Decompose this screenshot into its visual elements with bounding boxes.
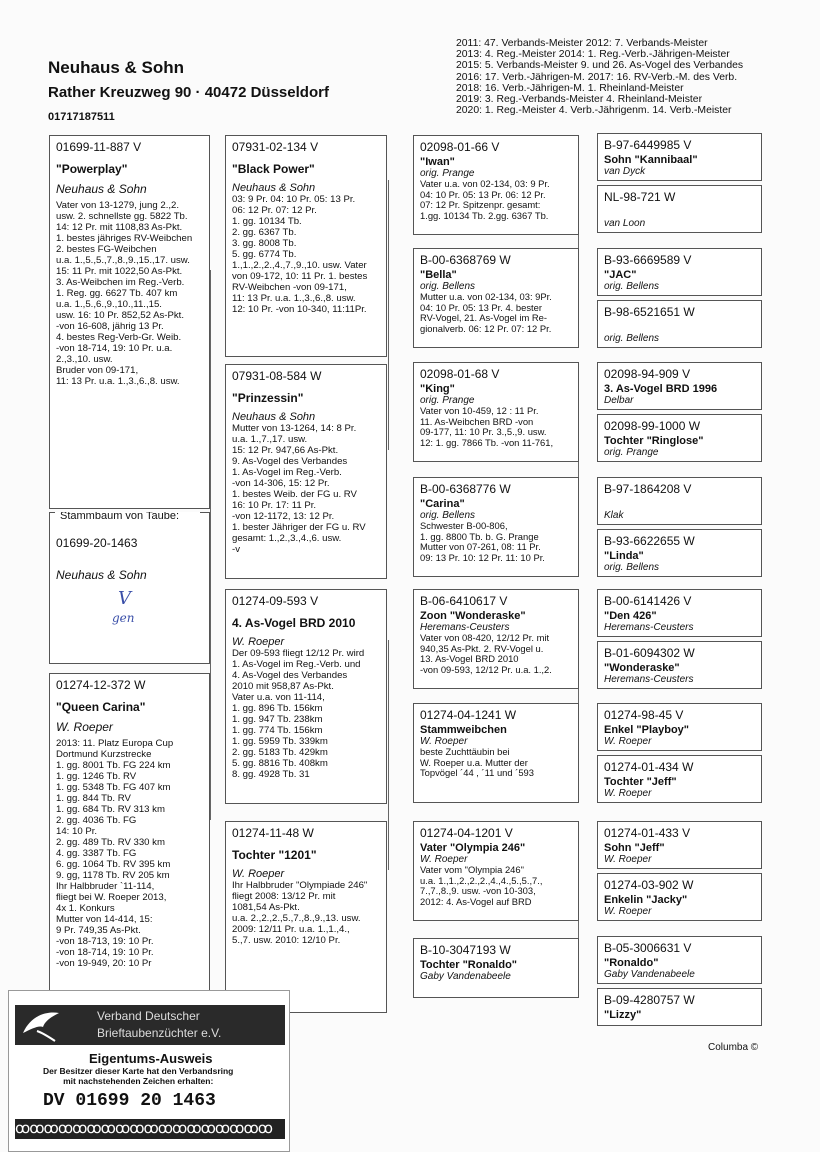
pigeon-name: Tochter "1201" <box>232 848 317 862</box>
subject-box <box>49 512 210 664</box>
card-title: Eigentums-Ausweis <box>89 1051 213 1066</box>
pigeon-name: "Den 426" <box>604 610 657 622</box>
pigeon-name: "Queen Carina" <box>56 700 146 714</box>
pigeon-name: "Carina" <box>420 498 465 510</box>
pigeon-description: Vater u.a. von 02-134, 03: 9 Pr. 04: 10 Pr. 05: 13 Pr. 06: 12 Pr. 07: 12 Pr. Spitzenpr. gesamt: 1.gg. 10134 Tb. 2.gg. 6367 Tb. <box>420 178 550 221</box>
pigeon-name: Tochter "Ringlose" <box>604 435 704 447</box>
pigeon-breeder: orig. Prange <box>420 395 475 406</box>
pigeon-description: Mutter u.a. von 02-134, 03: 9Pr. 04: 10 Pr. 05: 13 Pr. 4. bester RV-Vogel, 21. As-Vogel im Re- gionalverb. 06: 12 Pr. 07: 12 Pr. <box>420 291 552 334</box>
grandsire-box <box>225 589 387 804</box>
ring-number: 07931-08-584 W <box>232 369 322 383</box>
pigeon-description: 03: 9 Pr. 04: 10 Pr. 05: 13 Pr. 06: 12 Pr. 07: 12 Pr. 1. gg. 10134 Tb. 2. gg. 6367 Tb. 3. gg. 8008 Tb. 5. gg. 6774 Tb. 1.,1.,2.,2.,4.,7.,9.,10. usw. Vater von 09-172, 10: 11 Pr. 1. bestes RV-Weibchen -von 09-171, 11: 13 Pr. u.a. 1.,3.,6.,8. usw. 12: 10 Pr. -von 10-340, 11:11Pr. <box>232 194 368 315</box>
pigeon-breeder: Neuhaus & Sohn <box>232 182 316 194</box>
pigeon-breeder: van Loon <box>604 218 646 229</box>
breeder-name: Neuhaus & Sohn <box>48 58 185 77</box>
ring-number: 01274-03-902 W <box>604 878 694 892</box>
pedigree-label: Stammbaum von Taube: <box>60 512 180 522</box>
ring-number: B-98-6521651 W <box>604 305 695 319</box>
gen3-box <box>413 477 579 577</box>
card-org-line2: Brieftaubenzüchter e.V. <box>97 1026 222 1040</box>
pigeon-name: "Powerplay" <box>56 162 128 176</box>
ring-number: 07931-02-134 V <box>232 140 319 154</box>
ring-number: B-00-6141426 V <box>604 594 692 608</box>
pigeon-name: "Black Power" <box>232 162 315 176</box>
pigeon-breeder: W. Roeper <box>604 906 652 917</box>
gen4-box <box>597 641 762 689</box>
pigeon-breeder: W. Roeper <box>56 720 113 734</box>
pigeon-name: Tochter "Ronaldo" <box>420 959 518 971</box>
pigeon-breeder: W. Roeper <box>420 854 468 865</box>
handwritten-note: gen <box>112 611 135 625</box>
connector-line <box>210 270 211 820</box>
gen4-box <box>597 873 762 921</box>
ring-number: 01274-98-45 V <box>604 708 684 722</box>
pigeon-breeder: orig. Bellens <box>604 281 660 292</box>
gen4-box <box>597 185 762 233</box>
connector-line <box>388 640 389 870</box>
ring-number: 01274-01-434 W <box>604 760 694 774</box>
ring-number: 01274-12-372 W <box>56 678 146 692</box>
ring-number: B-97-6449985 V <box>604 138 692 152</box>
ring-number: NL-98-721 W <box>604 190 676 204</box>
pigeon-name: "Ronaldo" <box>604 957 659 969</box>
gen4-box <box>597 133 762 181</box>
grandsire-box <box>225 135 387 357</box>
handwritten-note: V <box>118 588 131 609</box>
pigeon-description: Mutter von 13-1264, 14: 8 Pr. u.a. 1.,7.,17. usw. 15: 12 Pr. 947,66 As-Pkt. 9. As-Vogel des Verbandes 1. As-Vogel im Reg.-Verb. -von 14-306, 15: 12 Pr. 1. bestes Weib. der FG u. RV 16: 10 Pr. 17: 11 Pr. -von 12-1172, 13: 12 Pr. 1. bester Jähriger der FG u. RV gesamt: 1.,2.,3.,4.,6. usw. -v <box>232 423 366 555</box>
ring-number: B-01-6094302 W <box>604 646 695 660</box>
granddam-box <box>225 821 387 1013</box>
pigeon-name: "King" <box>420 383 455 395</box>
gen4-box <box>597 362 762 410</box>
pigeon-name: Enkelin "Jacky" <box>604 894 688 906</box>
dam-box <box>49 673 210 1013</box>
pigeon-name: 4. As-Vogel BRD 2010 <box>232 616 356 630</box>
ring-number: 02098-01-66 V <box>420 140 500 154</box>
pigeon-description: Vater von 10-459, 12 : 11 Pr. 11. As-Weibchen BRD -von 09-177, 11: 10 Pr. 3.,5.,9. usw. 12: 1. gg. 7866 Tb. -von 11-761, <box>420 405 554 448</box>
pigeon-name: Tochter "Jeff" <box>604 776 677 788</box>
gen3-box <box>413 703 579 803</box>
pigeon-breeder: Heremans-Ceusters <box>420 622 510 633</box>
card-org-line1: Verband Deutscher <box>97 1009 200 1023</box>
pigeon-name: Stammweibchen <box>420 724 507 736</box>
pigeon-name: "Wonderaske" <box>604 662 680 674</box>
ring-number: 02098-94-909 V <box>604 367 691 381</box>
pigeon-breeder: W. Roeper <box>604 788 652 799</box>
pigeon-name: "Linda" <box>604 550 644 562</box>
pigeon-name: Enkel "Playboy" <box>604 724 690 736</box>
ring-number: B-00-6368769 W <box>420 253 511 267</box>
gen4-box <box>597 477 762 525</box>
gen3-box <box>413 821 579 921</box>
pigeon-name: "Iwan" <box>420 156 455 168</box>
ring-number: B-93-6622655 W <box>604 534 695 548</box>
ring-number: B-05-3006631 V <box>604 941 692 955</box>
sire-box <box>49 135 210 509</box>
pigeon-description: beste Zuchttäubin bei W. Roeper u.a. Mutter der Topvögel ´44 , ´11 und ´593 <box>420 746 534 779</box>
pigeon-description: Schwester B-00-806, 1. gg. 8800 Tb. b. G. Prange Mutter von 07-261, 08: 11 Pr. 09: 13 Pr. 10: 12 Pr. 11: 10 Pr. <box>420 520 545 563</box>
pigeon-name: 3. As-Vogel BRD 1996 <box>604 383 718 395</box>
gen4-box <box>597 300 762 348</box>
card-ring-number: DV 01699 20 1463 <box>43 1091 216 1111</box>
gen4-box <box>597 821 762 869</box>
pigeon-description: 2013: 11. Platz Europa Cup Dortmund Kurzstrecke 1. gg. 8001 Tb. FG 224 km 1. gg. 1246 Tb. RV 1. gg. 5348 Tb. FG 407 km 1. gg. 844 Tb. RV 1. gg. 684 Tb. RV 313 km 2. gg. 4036 Tb. FG 14: 10 Pr. 2. gg. 489 Tb. RV 330 km 4. gg. 3387 Tb. FG 6. gg. 1064 Tb. RV 395 km 9. gg, 1178 Tb. RV 205 km Ihr Halbbruder `11-114, fliegt bei W. Roeper 2013, 4x 1. Konkurs Mutter von 14-414, 15: 9 Pr. 749,35 As-Pkt. -von 18-713, 19: 10 Pr. -von 18-714, 19: 10 Pr. -von 19-949, 20: 10 Pr <box>56 738 174 969</box>
pigeon-description: Vater vom "Olympia 246" u.a. 1.,1.,2.,2.,2.,4.,4.,5.,5.,7., 7.,7.,8.,9. usw. -von 10-303, 2012: 4. As-Vogel auf BRD <box>420 864 543 907</box>
dove-logo-icon <box>17 1005 63 1045</box>
pigeon-breeder: orig. Bellens <box>420 510 476 521</box>
pigeon-name <box>604 498 755 510</box>
pigeon-breeder: orig. Prange <box>420 168 475 179</box>
pigeon-name: Vater "Olympia 246" <box>420 842 526 854</box>
pigeon-description: Vater von 08-420, 12/12 Pr. mit 940,35 As-Pkt. 2. RV-Vogel u. 13. As-Vogel BRD 2010 -von 09-593, 12/12 Pr. u.a. 1.,2. <box>420 632 552 675</box>
pigeon-name: Sohn "Kannibaal" <box>604 154 698 166</box>
pigeon-breeder: orig. Bellens <box>604 333 660 344</box>
pigeon-description: Ihr Halbbruder "Olympiade 246" fliegt 2008: 13/12 Pr. mit 1081,54 As-Pkt. u.a. 2.,2.,2.,5.,7.,8.,9.,13. usw. 2009: 12/11 Pr. u.a. 1.,1.,4., 5.,7. usw. 2010: 12/10 Pr. <box>232 880 368 946</box>
connector-line <box>388 180 389 450</box>
ring-number: 01699-11-887 V <box>56 140 142 154</box>
pigeon-breeder: Gaby Vandenabeele <box>604 969 695 980</box>
subject-breeder: Neuhaus & Sohn <box>56 568 147 582</box>
pigeon-name: Zoon "Wonderaske" <box>420 610 526 622</box>
card-pattern-strip: ꝏꝏꝏꝏꝏꝏꝏꝏꝏꝏꝏꝏꝏꝏꝏꝏꝏꝏ <box>15 1119 285 1139</box>
copyright-credit: Columba © <box>708 1042 759 1053</box>
pigeon-breeder: W. Roeper <box>232 636 285 648</box>
pigeon-breeder: W. Roeper <box>420 736 468 747</box>
card-text: Der Besitzer dieser Karte hat den Verbandsring mit nachstehenden Zeichen erhalten: <box>43 1066 234 1086</box>
pigeon-breeder: Delbar <box>604 395 634 406</box>
pigeon-breeder: W. Roeper <box>604 736 652 747</box>
pigeon-breeder: Heremans-Ceusters <box>604 674 694 685</box>
gen3-box <box>413 938 579 998</box>
gen4-box <box>597 703 762 751</box>
ring-number: B-97-1864208 V <box>604 482 692 496</box>
pigeon-name: "Prinzessin" <box>232 391 304 405</box>
gen3-box <box>413 135 579 235</box>
pigeon-name: "JAC" <box>604 269 637 281</box>
gen3-box <box>413 248 579 348</box>
gen3-box <box>413 589 579 689</box>
pigeon-breeder: orig. Bellens <box>604 562 660 573</box>
ring-number: 01274-01-433 V <box>604 826 691 840</box>
pigeon-breeder: W. Roeper <box>232 868 285 880</box>
gen4-box <box>597 755 762 803</box>
achievements-list: 2011: 47. Verbands-Meister 2012: 7. Verbands-Meister 2013: 4. Reg.-Meister 2014: 1. Reg.-Verb.-Jährigen-Meister 2015: 5. Verbands-Meister 9. und 26. As-Vogel des Verbandes 2016: 17. Verb.-Jährigen-M. 2017: 16. RV-Verb.-M. des Verb. 2018: 16. Verb.-Jährigen-M. 1. Rheinland-Meister 2019: 3. Reg.-Verbands-Meister 4. Rheinland-Meister 2020: 1. Reg.-Meister 4. Verb.-Jährigenm. 14. Verb.-Meister <box>456 38 744 117</box>
pigeon-breeder: Neuhaus & Sohn <box>56 182 147 196</box>
gen3-box <box>413 362 579 462</box>
pigeon-description: Der 09-593 fliegt 12/12 Pr. wird 1. As-Vogel im Reg.-Verb. und 4. As-Vogel des Verbandes 2010 mit 958,87 As-Pkt. Vater u.a. von 11-114, 1. gg. 896 Tb. 156km 1. gg. 947 Tb. 238km 1. gg. 774 Tb. 156km 1. gg. 5959 Tb. 339km 2. gg. 5183 Tb. 429km 5. gg. 8816 Tb. 408km 8. gg. 4928 Tb. 31 <box>232 648 365 780</box>
ring-number: 02098-99-1000 W <box>604 419 701 433</box>
pigeon-breeder: W. Roeper <box>604 854 652 865</box>
gen4-box <box>597 988 762 1026</box>
pigeon-description: Vater von 13-1279, jung 2.,2. usw. 2. schnellste gg. 5822 Tb. 14: 12 Pr. mit 1108,83 As-Pkt. 1. bestes jähriges RV-Weibchen 2. bestes FG-Weibchen u.a. 1.,5.,5.,7.,8.,9.,15.,17. usw. 15: 11 Pr. mit 1022,50 As-Pkt. 3. As-Weibchen im Reg.-Verb. 1. Reg. gg. 6627 Tb. 407 km u.a. 1.,5.,6.,9.,10.,11.,15. usw. 16: 10 Pr. 852,52 As-Pkt. -von 16-608, jährig 13 Pr. 4. bestes Reg-Verb-Gr. Weib. -von 18-714, 19: 10 Pr. u.a. 2.,3.,10. usw. Bruder von 09-171, 11: 13 Pr. u.a. 1.,3.,6.,8. usw. <box>56 200 193 387</box>
ring-number: B-06-6410617 V <box>420 594 508 608</box>
pigeon-breeder: Heremans-Ceusters <box>604 622 694 633</box>
pigeon-breeder: orig. Prange <box>604 447 659 458</box>
pigeon-breeder: van Dyck <box>604 166 646 177</box>
gen4-box <box>597 529 762 577</box>
card-banner <box>15 1005 285 1045</box>
pigeon-breeder: orig. Bellens <box>420 281 476 292</box>
ownership-card <box>8 990 290 1152</box>
gen4-box <box>597 936 762 984</box>
ring-number: 01274-04-1201 V <box>420 826 513 840</box>
subject-ring: 01699-20-1463 <box>56 536 138 550</box>
pigeon-name: "Bella" <box>420 269 457 281</box>
pigeon-breeder: Neuhaus & Sohn <box>232 411 316 423</box>
gen4-box <box>597 414 762 462</box>
breeder-address: Rather Kreuzweg 90 · 40472 Düsseldorf <box>48 84 329 101</box>
ring-number: 01274-09-593 V <box>232 594 319 608</box>
granddam-box <box>225 364 387 579</box>
ring-number: 01274-04-1241 W <box>420 708 517 722</box>
breeder-phone: 01717187511 <box>48 111 115 123</box>
pigeon-breeder: Gaby Vandenabeele <box>420 971 511 982</box>
ring-number: B-93-6669589 V <box>604 253 692 267</box>
pigeon-name: "Lizzy" <box>604 1009 642 1021</box>
ring-number: 02098-01-68 V <box>420 367 500 381</box>
gen4-box <box>597 589 762 637</box>
pigeon-breeder: Klak <box>604 510 624 521</box>
ring-number: B-10-3047193 W <box>420 943 511 957</box>
ring-number: B-00-6368776 W <box>420 482 511 496</box>
pigeon-name <box>604 321 755 333</box>
ring-number: 01274-11-48 W <box>232 826 314 840</box>
gen4-box <box>597 248 762 296</box>
pigeon-name <box>604 206 755 218</box>
ring-number: B-09-4280757 W <box>604 993 695 1007</box>
pigeon-name: Sohn "Jeff" <box>604 842 665 854</box>
